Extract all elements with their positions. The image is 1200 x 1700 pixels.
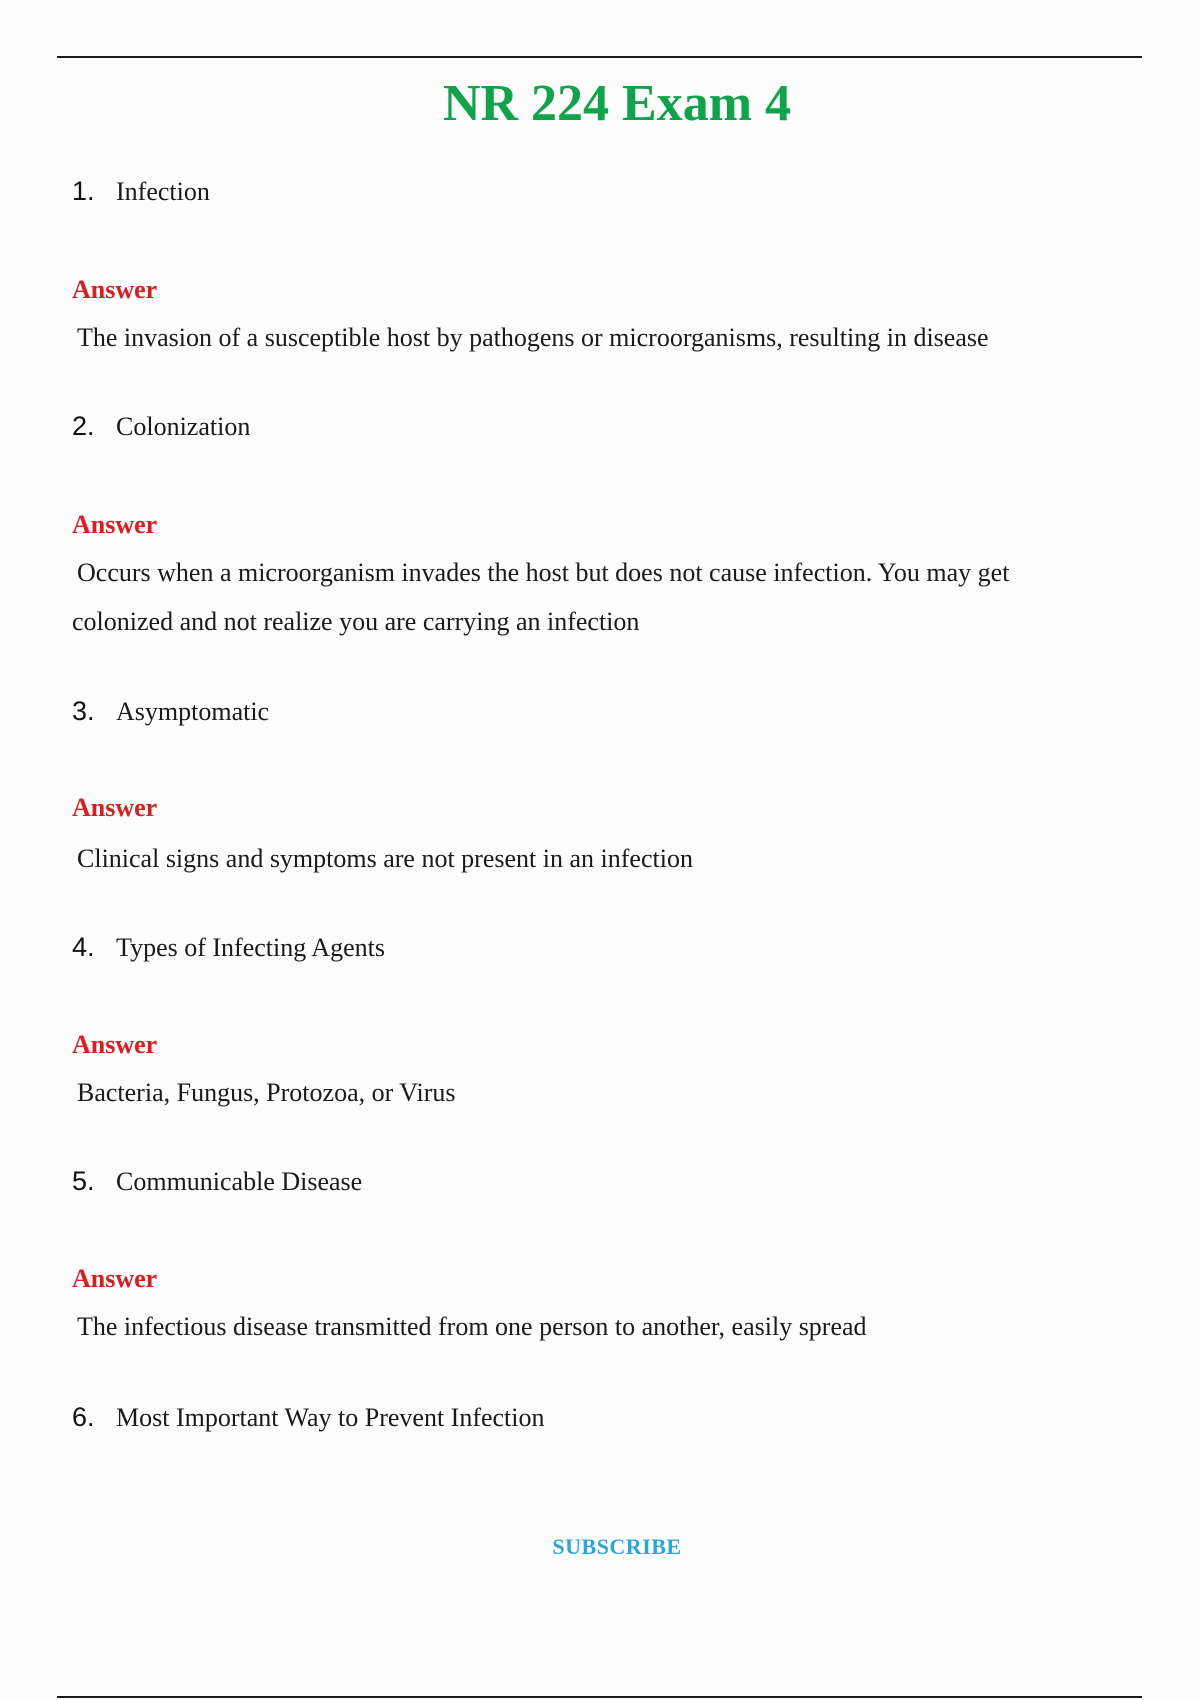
question-text: Colonization [116, 412, 251, 441]
document-title: NR 224 Exam 4 [442, 75, 792, 132]
answer-label: Answer [72, 510, 158, 539]
bottom-rule [57, 1696, 1142, 1698]
question-3 [72, 691, 269, 731]
question-number: 2. [72, 411, 95, 441]
question-number: 6. [72, 1402, 95, 1432]
answer-label: Answer [72, 275, 158, 304]
answer-text: The infectious disease transmitted from one person to another, easily spread [77, 1312, 867, 1341]
answer-text: Occurs when a microorganism invades the host but does not cause infection. You may get colonized and not realize you are carrying an infection [72, 558, 1010, 636]
answer-label: Answer [72, 1030, 158, 1059]
question-text: Communicable Disease [116, 1167, 363, 1196]
question-6 [72, 1397, 545, 1437]
question-text: Most Important Way to Prevent Infection [116, 1403, 545, 1432]
question-text: Asymptomatic [116, 697, 270, 726]
question-number: 3. [72, 696, 95, 726]
subscribe-link[interactable]: SUBSCRIBE [552, 1534, 682, 1559]
question-number: 4. [72, 932, 95, 962]
answer-text: Bacteria, Fungus, Protozoa, or Virus [77, 1078, 456, 1107]
answer-text: Clinical signs and symptoms are not present in an infection [77, 844, 693, 873]
top-rule [57, 56, 1142, 58]
question-5 [72, 1161, 362, 1201]
answer-text: The invasion of a susceptible host by pathogens or microorganisms, resulting in disease [77, 323, 989, 352]
question-1 [72, 171, 210, 211]
question-4 [72, 927, 385, 967]
question-number: 1. [72, 176, 95, 206]
answer-label: Answer [72, 1264, 158, 1293]
question-2 [72, 406, 250, 446]
answer-label: Answer [72, 793, 158, 822]
question-text: Infection [116, 177, 210, 206]
question-number: 5. [72, 1166, 95, 1196]
question-text: Types of Infecting Agents [116, 933, 385, 962]
